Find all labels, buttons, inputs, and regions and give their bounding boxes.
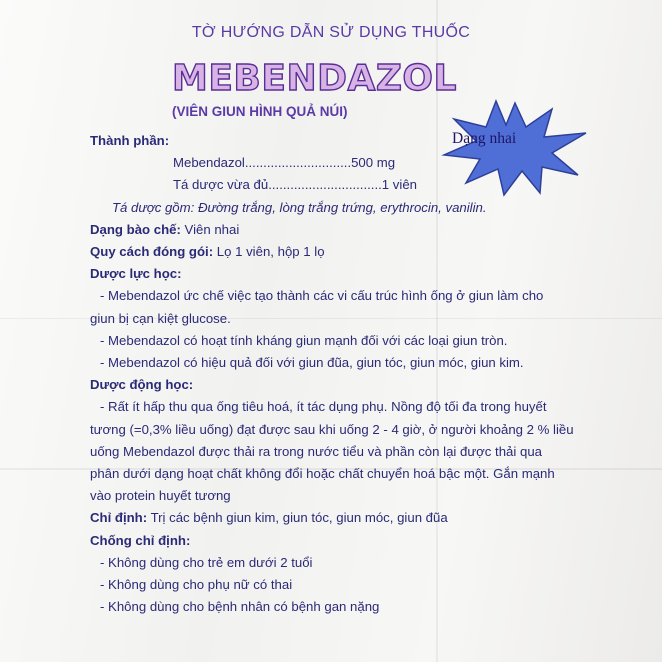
dosage-form-value: Viên nhai — [180, 221, 240, 237]
excipients-line: Tá dược gồm: Đường trắng, lòng trắng trứng, erythrocin, vanilin. — [112, 199, 487, 215]
pharmacodynamics-line: - Mebendazol có hiệu quả đối với giun đũa, giun tóc, giun móc, giun kim. — [100, 355, 524, 371]
contraindication-heading: Chống chỉ định: — [90, 532, 191, 548]
packaging-label: Quy cách đóng gói: — [90, 244, 214, 260]
pharmacodynamics-line: - Mebendazol ức chế việc tạo thành các vi cấu trúc hình ống ở giun làm cho — [100, 288, 544, 304]
leaflet-heading: TỜ HƯỚNG DẪN SỬ DỤNG THUỐC — [191, 24, 471, 41]
contraindication-line: - Không dùng cho trẻ em dưới 2 tuổi — [100, 554, 313, 570]
indication-row — [90, 507, 600, 529]
leaflet-content — [90, 130, 600, 618]
pharmacokinetics-line: uống Mebendazol được thải ra trong nước tiểu và phần còn lại được thải qua — [90, 443, 542, 459]
pharmacokinetics-heading: Dược động học: — [90, 377, 194, 393]
indication-value: Trị các bệnh giun kim, giun tóc, giun móc, giun đũa — [147, 510, 448, 526]
pharmacodynamics-line: - Mebendazol có hoạt tính kháng giun mạnh đối với các loại giun tròn. — [100, 332, 508, 348]
pharmacokinetics-line: phân dưới dạng hoạt chất không đổi hoặc chất chuyển hoá bậc một. Gắn mạnh — [90, 466, 555, 482]
packaging-row — [90, 241, 600, 263]
brand-name: MEBENDAZOL — [172, 58, 457, 99]
composition-line: Tá dược vừa đủ...............................1 viên — [173, 177, 417, 193]
indication-label: Chỉ định: — [90, 510, 148, 526]
pharmacodynamics-heading: Dược lực học: — [90, 266, 182, 282]
dosage-form-row — [90, 219, 600, 241]
contraindication-line: - Không dùng cho bệnh nhân có bệnh gan nặng — [100, 599, 380, 615]
composition-line: Mebendazol.............................500 mg — [173, 155, 396, 171]
packaging-value: Lọ 1 viên, hộp 1 lọ — [213, 244, 325, 260]
pharmacokinetics-line: - Rất ít hấp thu qua ống tiêu hoá, ít tác dụng phụ. Nồng độ tối đa trong huyết — [100, 399, 547, 415]
contraindication-line: - Không dùng cho phụ nữ có thai — [100, 577, 293, 593]
product-subtitle: (VIÊN GIUN HÌNH QUẢ NÚI) — [172, 104, 348, 119]
pharmacokinetics-line: vào protein huyết tương — [90, 488, 231, 504]
dosage-form-label: Dạng bào chế: — [90, 221, 181, 237]
chewable-badge-label: Dạng nhai — [452, 130, 517, 147]
pharmacodynamics-line: giun bị cạn kiệt glucose. — [90, 310, 231, 326]
pharmacokinetics-line: tương (=0,3% liều uống) đạt được sau khi uống 2 - 4 giờ, ở người khoảng 2 % liều — [90, 421, 574, 437]
composition-heading: Thành phần: — [90, 133, 170, 148]
